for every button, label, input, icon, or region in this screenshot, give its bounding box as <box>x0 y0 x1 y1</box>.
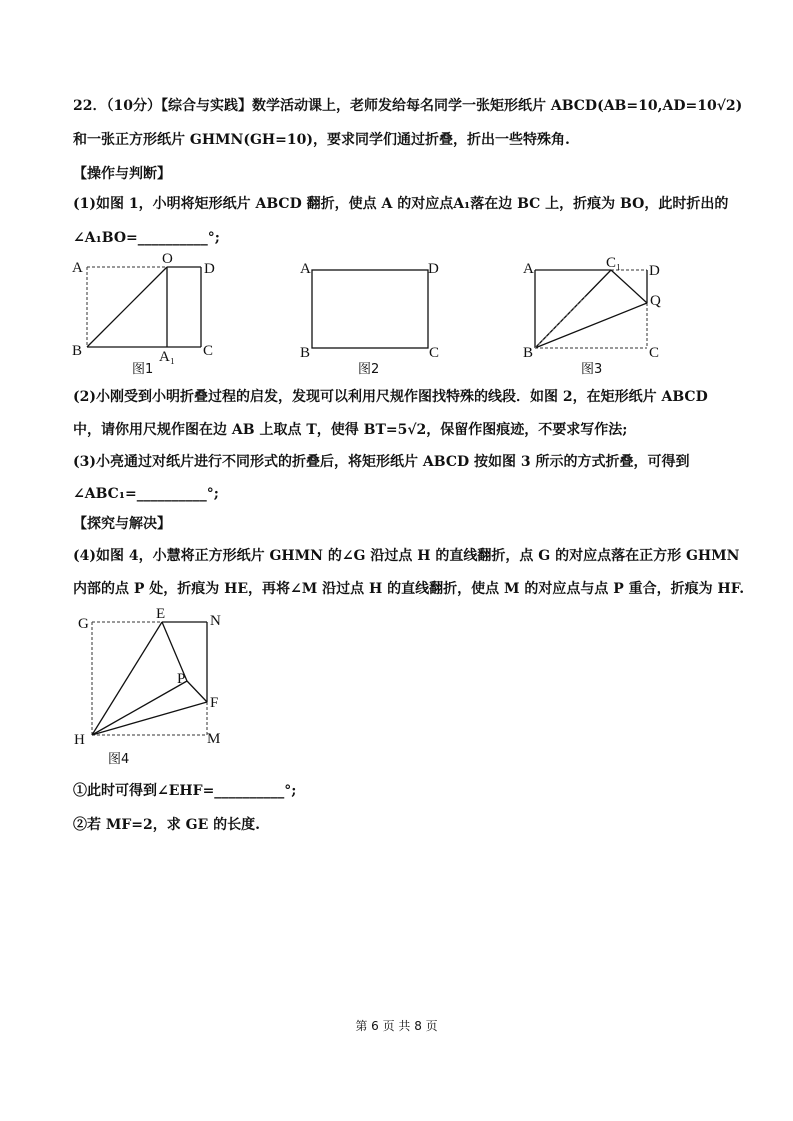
problem-intro-line: 和一张正方形纸片 GHMN(GH=10)，要求同学们通过折叠，折出一些特殊角. <box>73 132 570 148</box>
fig1-label-b: B <box>72 343 83 359</box>
fig1-label-d: D <box>204 261 215 277</box>
fig1-label-a: A <box>72 260 83 276</box>
fig1-label-a1: A₁ <box>159 349 176 365</box>
fig3-label-b: B <box>523 345 534 361</box>
section-heading-operation: 【操作与判断】 <box>73 166 171 182</box>
fig4-label-n: N <box>210 613 221 629</box>
fig3-label-d: D <box>649 263 660 279</box>
fig4-label-p: P <box>177 671 186 687</box>
question-3-line: (3)小亮通过对纸片进行不同形式的折叠后，将矩形纸片 ABCD 按如图 3 所示的方式折叠，可得到 <box>73 454 690 470</box>
figure-3 <box>515 245 695 385</box>
fig2-caption: 图2 <box>358 362 380 377</box>
figure-4 <box>70 605 240 775</box>
fig1-caption: 图1 <box>132 362 154 377</box>
question-4-part-1-line: ①此时可得到∠EHF=__________°; <box>73 783 297 799</box>
fig2-label-b: B <box>300 345 311 361</box>
fig4-label-e: E <box>156 606 166 622</box>
question-3-answer-line: ∠ABC₁=__________°; <box>73 486 219 502</box>
fig2-label-c: C <box>429 345 440 361</box>
fig4-label-g: G <box>78 616 89 632</box>
fig3-label-a: A <box>523 261 534 277</box>
fig3-label-c: C <box>649 345 660 361</box>
figure-2 <box>290 245 470 385</box>
question-4-line: (4)如图 4，小慧将正方形纸片 GHMN 的∠G 沿过点 H 的直线翻折，点 G 的对应点落在正方形 GHMN <box>73 548 740 564</box>
problem-header-line: 22．（10分）【综合与实践】数学活动课上，老师发给每名同学一张矩形纸片 ABCD(AB=10,AD=10√2) <box>73 98 743 114</box>
question-1-answer-line: ∠A₁BO=__________°; <box>73 230 220 246</box>
fig3-label-q: Q <box>650 293 661 309</box>
figure-1 <box>60 245 240 385</box>
fig1-label-c: C <box>203 343 214 359</box>
fig2-label-d: D <box>428 261 439 277</box>
fig4-label-m: M <box>207 731 221 747</box>
fig3-caption: 图3 <box>581 362 603 377</box>
section-heading-explore: 【探究与解决】 <box>73 516 171 532</box>
question-2-continued-line: 中，请你用尺规作图在边 AB 上取点 T，使得 BT=5√2，保留作图痕迹，不要求写作法; <box>73 422 628 438</box>
fig2-label-a: A <box>300 261 311 277</box>
fig4-label-h: H <box>74 732 85 748</box>
page-footer: 第 6 页 共 8 页 <box>355 1019 438 1033</box>
question-1-line: (1)如图 1，小明将矩形纸片 ABCD 翻折，使点 A 的对应点A₁落在边 BC 上，折痕为 BO，此时折出的 <box>73 196 729 212</box>
question-2-line: (2)小刚受到小明折叠过程的启发，发现可以利用尺规作图找特殊的线段．如图 2，在矩形纸片 ABCD <box>73 389 708 405</box>
question-4-part-2-line: ②若 MF=2，求 GE 的长度. <box>73 817 261 833</box>
fig4-caption: 图4 <box>108 752 130 767</box>
fig1-label-o: O <box>162 251 173 267</box>
question-4-continued-line: 内部的点 P 处，折痕为 HE，再将∠M 沿过点 H 的直线翻折，使点 M 的对应点与点 P 重合，折痕为 HF. <box>73 581 745 597</box>
fig4-label-f: F <box>210 695 219 711</box>
fig3-label-c1: C₁ <box>606 255 622 271</box>
